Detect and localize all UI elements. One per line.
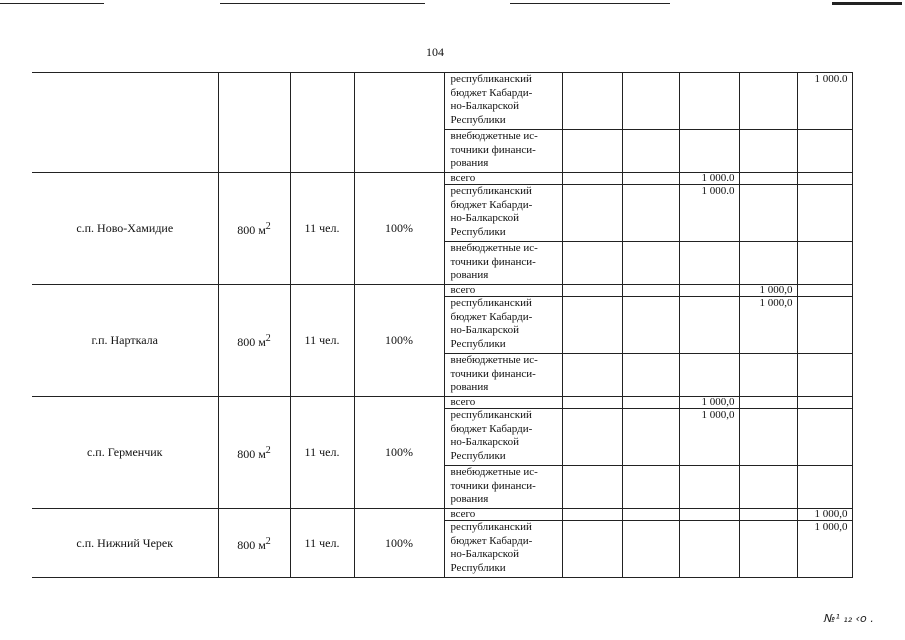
area-cell: 800 $м^2$	[218, 173, 290, 285]
amount-cell: 1 000,0	[679, 397, 739, 409]
people-cell: 11 чел.	[290, 285, 354, 397]
settlement-name: с.п. Ново-Хамидие	[32, 173, 218, 285]
amount-cell: 1 000.0	[679, 185, 739, 242]
settlement-name: с.п. Нижний Черек	[32, 509, 218, 578]
top-rule-far-right	[832, 2, 902, 5]
amount-cell: 1 000.0	[679, 173, 739, 185]
settlement-name: с.п. Герменчик	[32, 397, 218, 509]
place-cell-empty	[32, 73, 218, 173]
source-total: всего	[444, 173, 562, 185]
area-cell: 800 $м^2$	[218, 397, 290, 509]
amount-cell: 1 000,0	[797, 521, 852, 578]
table-row	[32, 73, 852, 130]
percent-cell: 100%	[354, 285, 444, 397]
source-republican: республиканский бюджет Кабарди- но-Балкарской Республики	[444, 73, 562, 130]
amount-cell: 1 000,0	[739, 297, 797, 354]
source-extrabudgetary: внебюджетные ис- точники финанси- рования	[444, 242, 562, 285]
source-total: всего	[444, 509, 562, 521]
amount-cell: 1 000,0	[797, 509, 852, 521]
amount-cell: 1 000.0	[797, 73, 852, 130]
page-number: 104	[426, 45, 444, 59]
people-cell: 11 чел.	[290, 397, 354, 509]
percent-cell: 100%	[354, 509, 444, 578]
handwritten-note: №¹ ₁₂ ‹о .	[824, 612, 874, 625]
source-republican: республиканский бюджет Кабарди- но-Балкарской Республики	[444, 185, 562, 242]
percent-cell: 100%	[354, 173, 444, 285]
area-cell: 800 $м^2$	[218, 509, 290, 578]
settlement-name: г.п. Нарткала	[32, 285, 218, 397]
source-total: всего	[444, 285, 562, 297]
amount-cell: 1 000,0	[679, 409, 739, 466]
source-extrabudgetary: внебюджетные ис- точники финанси- рования	[444, 354, 562, 397]
source-republican: республиканский бюджет Кабарди- но-Балкарской Республики	[444, 297, 562, 354]
source-republican: республиканский бюджет Кабарди- но-Балкарской Республики	[444, 409, 562, 466]
amount-cell: 1 000,0	[739, 285, 797, 297]
top-rule-right	[510, 3, 670, 4]
source-total: всего	[444, 397, 562, 409]
source-republican: республиканский бюджет Кабарди- но-Балкарской Республики	[444, 521, 562, 578]
area-cell: 800 $м^2$	[218, 285, 290, 397]
table-row	[32, 509, 852, 521]
percent-cell-empty	[354, 73, 444, 173]
table-row	[32, 285, 852, 297]
table-row	[32, 173, 852, 185]
people-cell: 11 чел.	[290, 173, 354, 285]
budget-table	[32, 72, 853, 578]
percent-cell: 100%	[354, 397, 444, 509]
top-rule-middle	[220, 3, 425, 4]
source-extrabudgetary: внебюджетные ис- точники финанси- рования	[444, 466, 562, 509]
area-cell-empty	[218, 73, 290, 173]
people-cell: 11 чел.	[290, 509, 354, 578]
table-row	[32, 397, 852, 409]
source-extrabudgetary: внебюджетные ис- точники финанси- рования	[444, 130, 562, 173]
top-rule-left	[0, 3, 104, 4]
people-cell-empty	[290, 73, 354, 173]
